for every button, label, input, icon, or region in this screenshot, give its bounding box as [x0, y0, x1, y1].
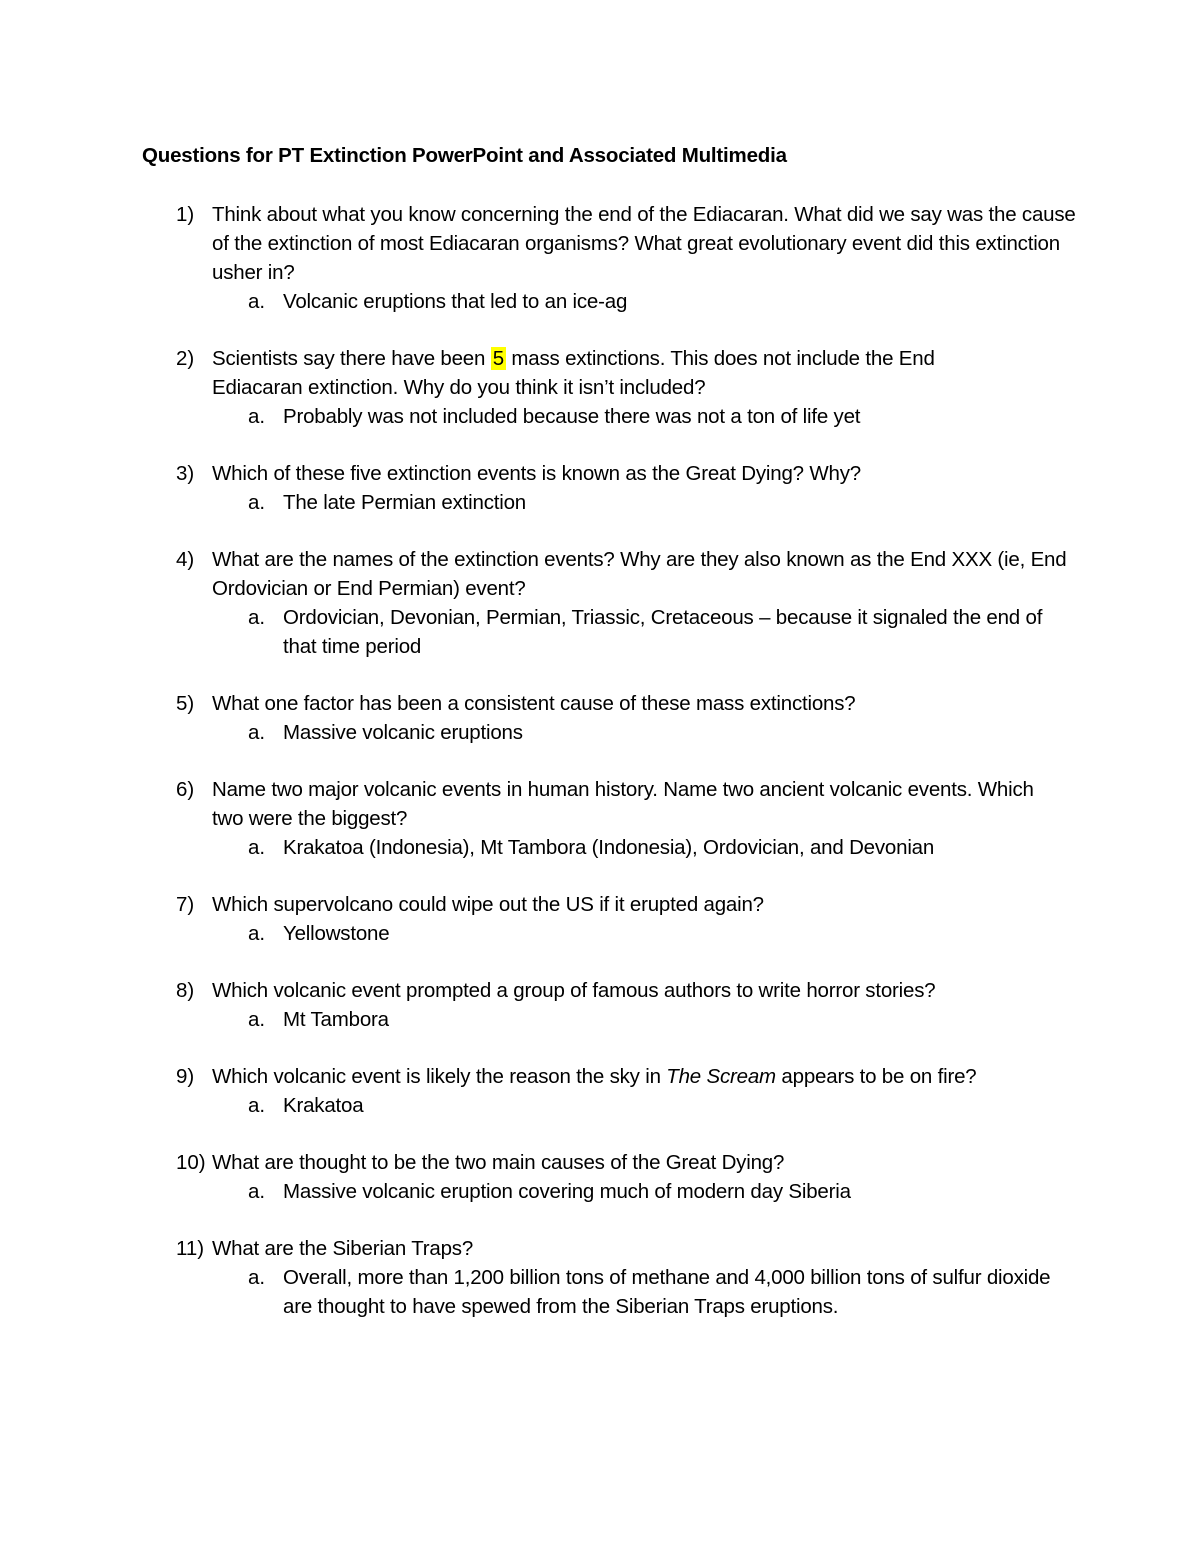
question-text: What are thought to be the two main causes of the Great Dying?: [212, 1151, 785, 1174]
question-text: [212, 344, 1002, 402]
answer-text: Mt Tambora: [283, 1008, 389, 1031]
answer-text: Krakatoa: [283, 1094, 364, 1117]
answer-marker: a.: [248, 405, 266, 428]
answer-text: Volcanic eruptions that led to an ice-ag: [283, 290, 628, 313]
highlighted-number: 5: [492, 347, 504, 370]
question-number: 2): [176, 347, 195, 370]
answer-text: The late Permian extinction: [283, 491, 527, 514]
question-text: Which volcanic event prompted a group of famous authors to write horror stories?: [212, 979, 936, 1002]
answer-text: Probably was not included because there was not a ton of life yet: [283, 405, 861, 428]
answer-text: Krakatoa (Indonesia), Mt Tambora (Indonesia), Ordovician, and Devonian: [283, 836, 935, 859]
question-number: 4): [176, 548, 195, 571]
question-text: Name two major volcanic events in human history. Name two ancient volcanic events. Which two were the biggest?: [212, 778, 1034, 830]
question-text: Which of these five extinction events is known as the Great Dying? Why?: [212, 462, 861, 485]
answer-text: Overall, more than 1,200 billion tons of methane and 4,000 billion tons of sulfur dioxide are thought to have spewed from the Siberian Traps eruptions.: [283, 1266, 1051, 1318]
answer-text: Massive volcanic eruption covering much of modern day Siberia: [283, 1180, 851, 1203]
question-text-after: appears to be on fire?: [775, 1065, 977, 1088]
question-text: What one factor has been a consistent cause of these mass extinctions?: [212, 692, 856, 715]
question-number: 9): [176, 1065, 195, 1088]
question-number: 6): [176, 778, 195, 801]
document-title: Questions for PT Extinction PowerPoint and Associated Multimedia: [142, 144, 787, 167]
answer-marker: a.: [248, 922, 266, 945]
answer-text: Yellowstone: [283, 922, 390, 945]
question-number: 7): [176, 893, 195, 916]
question-text-before: Which volcanic event is likely the reason the sky in: [212, 1065, 667, 1088]
answer-marker: a.: [248, 1094, 266, 1117]
question-number: 5): [176, 692, 195, 715]
answer-marker: a.: [248, 1008, 266, 1031]
question-text: [212, 1062, 1092, 1091]
question-number: 3): [176, 462, 195, 485]
question-text: What are the names of the extinction events? Why are they also known as the End XXX (ie, End Ordovician or End Permian) event?: [212, 548, 1067, 600]
answer-marker: a.: [248, 606, 266, 629]
answer-marker: a.: [248, 290, 266, 313]
question-number: 10): [176, 1151, 206, 1174]
question-number: 1): [176, 203, 195, 226]
answer-marker: a.: [248, 836, 266, 859]
answer-marker: a.: [248, 1266, 266, 1289]
answer-text: Massive volcanic eruptions: [283, 721, 523, 744]
question-text-before: Scientists say there have been: [212, 347, 491, 370]
question-number: 11): [176, 1237, 205, 1260]
answer-text: Ordovician, Devonian, Permian, Triassic, Cretaceous – because it signaled the end of that time period: [283, 606, 1043, 658]
artwork-title: The Scream: [666, 1065, 776, 1088]
answer-marker: a.: [248, 491, 266, 514]
question-text: Think about what you know concerning the end of the Ediacaran. What did we say was the cause of the extinction of most Ediacaran organisms? What great evolutionary event did this extinction usher in?: [212, 203, 1076, 284]
answer-marker: a.: [248, 1180, 266, 1203]
question-text-after: mass extinctions. This does not include the End Ediacaran extinction. Why do you think it isn’t included?: [212, 347, 935, 399]
question-text: Which supervolcano could wipe out the US if it erupted again?: [212, 893, 764, 916]
answer-marker: a.: [248, 721, 266, 744]
question-number: 8): [176, 979, 195, 1002]
question-text: What are the Siberian Traps?: [212, 1237, 474, 1260]
